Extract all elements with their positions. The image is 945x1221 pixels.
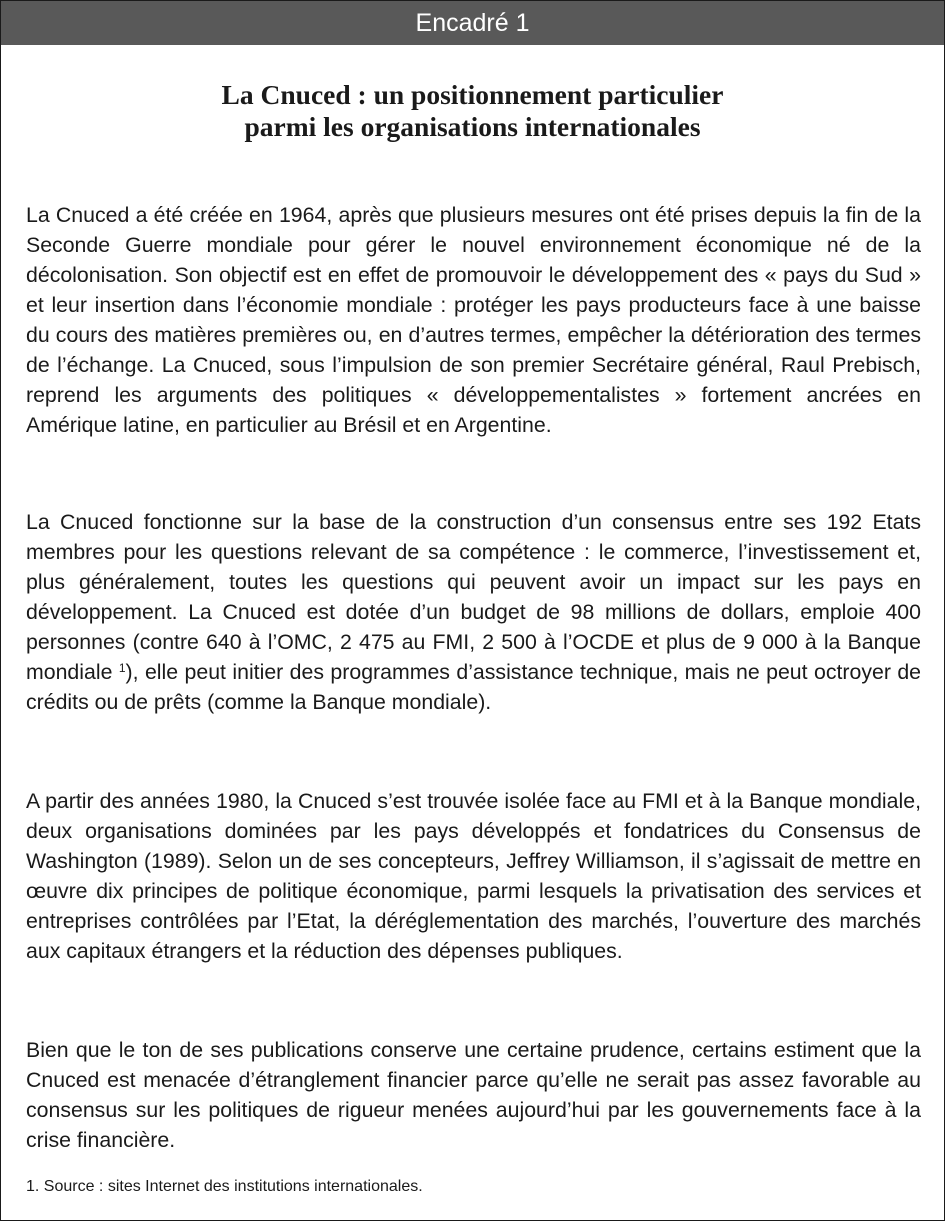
box-header xyxy=(1,1,944,45)
paragraph-3: A partir des années 1980, la Cnuced s’est trouvée isolée face au FMI et à la Banque mondiale, deux organisations dominées par les pays développés et fondatrices du Consensus de Washington (1989). Selon un de ses concepteurs, Jeffrey Williamson, il s’agissait de mettre en œuvre dix principes de politique économique, parmi lesquels la privatisation des services et entreprises contrôlées par l’Etat, la déréglementation des marchés, l’ouverture des marchés aux capitaux étrangers et la réduction des dépenses publiques. xyxy=(26,789,921,963)
paragraph-2-text-a: La Cnuced fonctionne sur la base de la construction d’un consensus entre ses 192 Etats membres pour les questions relevant de sa compétence : le commerce, l’investissement et, plus généralement, toutes les questions qui peuvent avoir un impact sur les pays en développement. La Cnuced est dotée d’un budget de 98 millions de dollars, emploie 400 personnes (contre 640 à l’OMC, 2 475 au FMI, 2 500 à l’OCDE et plus de 9 000 à la Banque mondiale xyxy=(26,510,921,684)
paragraph-2-text-b: ), elle peut initier des programmes d’assistance technique, mais ne peut octroyer de crédits ou de prêts (comme la Banque mondiale). xyxy=(26,660,922,714)
box-title-line-2: parmi les organisations internationales xyxy=(244,111,701,142)
box-title xyxy=(1,79,944,143)
box-header-label: Encadré 1 xyxy=(415,9,530,37)
paragraph-4: Bien que le ton de ses publications conserve une certaine prudence, certains estiment que la Cnuced est menacée d’étranglement financier parce qu’elle ne serait pas assez favorable au consensus sur les politiques de rigueur menées aujourd’hui par les gouvernements face à la crise financière. xyxy=(26,1038,921,1152)
paragraph-2 xyxy=(26,507,921,717)
paragraph-1: La Cnuced a été créée en 1964, après que plusieurs mesures ont été prises depuis la fin de la Seconde Guerre mondiale pour gérer le nouvel environnement économique né de la décolonisation. Son objectif est en effet de promouvoir le développement des « pays du Sud » et leur insertion dans l’économie mondiale : protéger les pays producteurs face à une baisse du cours des matières premières ou, en d’autres termes, empêcher la détérioration des termes de l’échange. La Cnuced, sous l’impulsion de son premier Secrétaire général, Raul Prebisch, reprend les arguments des politiques « développementalistes » fortement ancrées en Amérique latine, en particulier au Brésil et en Argentine. xyxy=(26,203,921,437)
box-title-line-1: La Cnuced : un positionnement particulier xyxy=(221,79,724,110)
footnote-reference: 1 xyxy=(118,661,126,675)
footnote: 1. Source : sites Internet des institutions internationales. xyxy=(26,1178,423,1195)
